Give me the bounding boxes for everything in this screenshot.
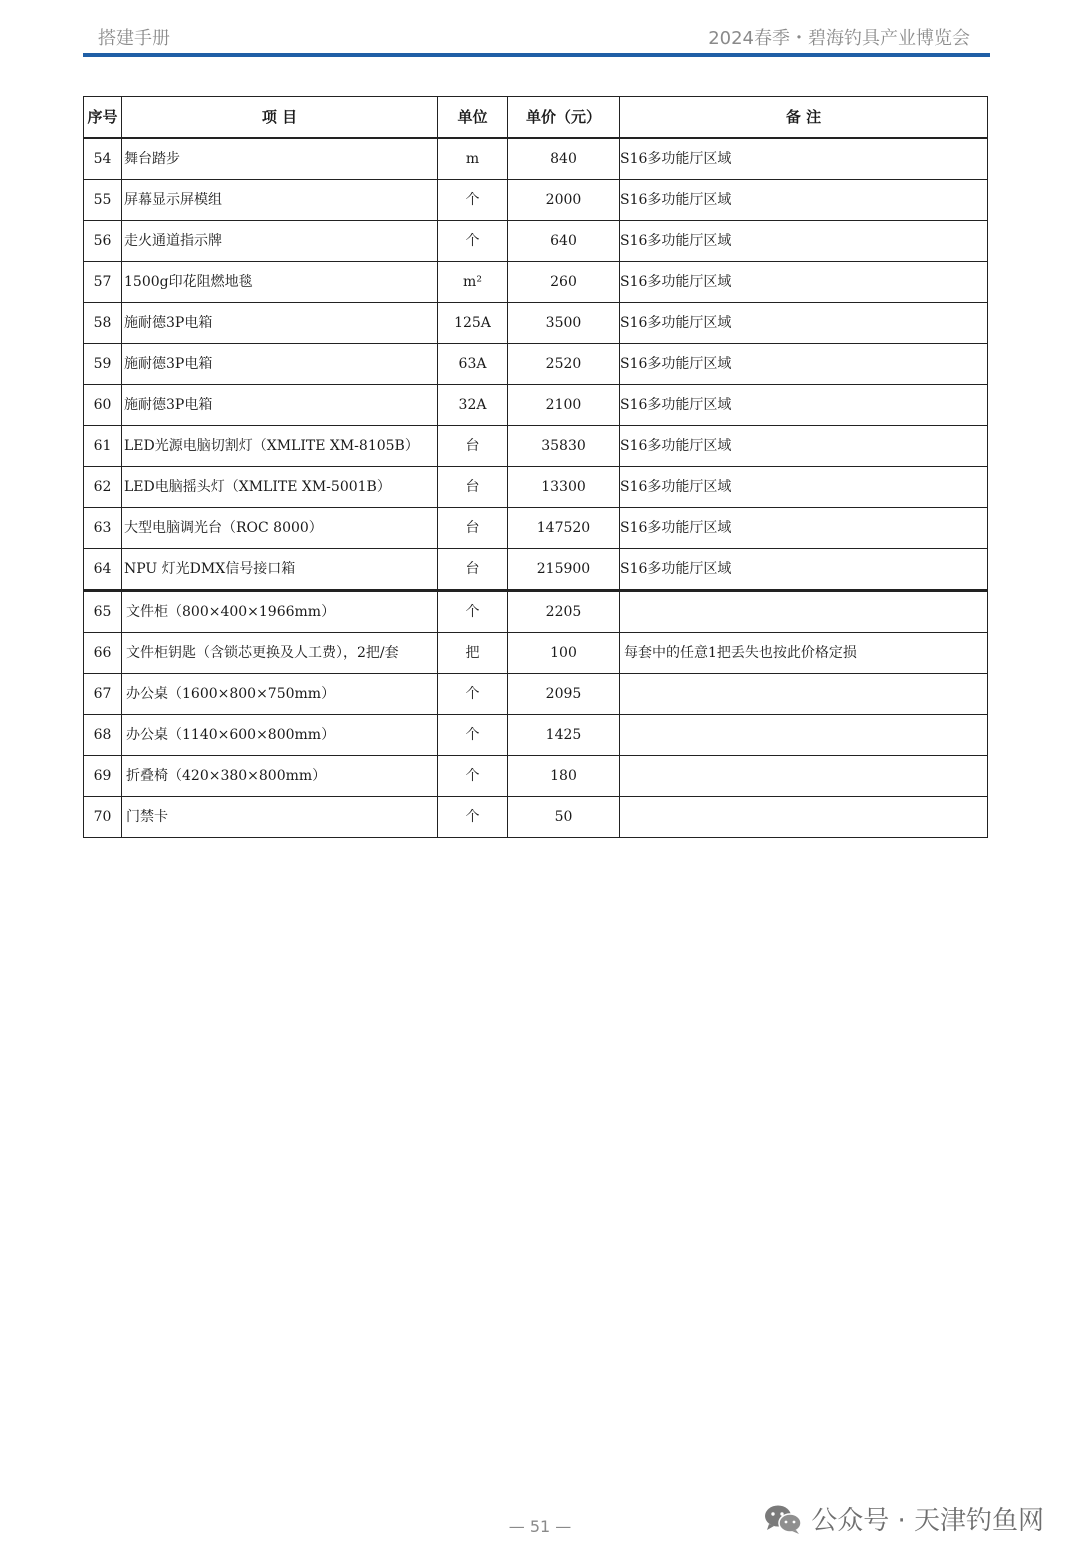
cell-unit: 个: [438, 756, 508, 797]
cell-unit: 台: [438, 467, 508, 508]
cell-price: 13300: [508, 467, 620, 508]
table-header-row: [84, 97, 988, 139]
cell-no: 56: [84, 221, 122, 262]
watermark-text: 公众号 · 天津钓鱼网: [811, 1506, 1044, 1536]
cell-note: S16多功能厅区域: [620, 549, 988, 591]
table-row: [84, 426, 988, 467]
cell-item: 大型电脑调光台（ROC 8000）: [122, 508, 438, 549]
page-number: — 51 —: [508, 1517, 572, 1536]
cell-unit: 把: [438, 633, 508, 674]
cell-note: [620, 674, 988, 715]
cell-no: 59: [84, 344, 122, 385]
cell-price: 100: [508, 633, 620, 674]
cell-item: 施耐德3P电箱: [122, 344, 438, 385]
table-row: [84, 674, 988, 715]
table-row: [84, 508, 988, 549]
cell-note: [620, 756, 988, 797]
cell-note: 每套中的任意1把丢失也按此价格定损: [620, 633, 988, 674]
cell-unit: 个: [438, 715, 508, 756]
cell-item: LED光源电脑切割灯（XMLITE XM-8105B）: [122, 426, 438, 467]
watermark: [763, 1500, 1044, 1537]
cell-no: 54: [84, 138, 122, 180]
cell-unit: 32A: [438, 385, 508, 426]
cell-note: S16多功能厅区域: [620, 508, 988, 549]
table-row: [84, 180, 988, 221]
table-row: [84, 344, 988, 385]
table-row: [84, 715, 988, 756]
header-left-title: 搭建手册: [98, 28, 170, 49]
cell-item: LED电脑摇头灯（XMLITE XM-5001B）: [122, 467, 438, 508]
cell-price: 3500: [508, 303, 620, 344]
cell-no: 60: [84, 385, 122, 426]
cell-price: 2000: [508, 180, 620, 221]
cell-unit: 个: [438, 797, 508, 838]
cell-no: 68: [84, 715, 122, 756]
table-row: [84, 756, 988, 797]
cell-price: 215900: [508, 549, 620, 591]
cell-unit: 个: [438, 591, 508, 633]
cell-item: 1500g印花阻燃地毯: [122, 262, 438, 303]
cell-price: 640: [508, 221, 620, 262]
cell-price: 147520: [508, 508, 620, 549]
header-note: 备 注: [620, 97, 988, 139]
table-row: [84, 303, 988, 344]
cell-note: S16多功能厅区域: [620, 138, 988, 180]
header-price: 单价（元）: [508, 97, 620, 139]
header-divider: [83, 53, 990, 57]
cell-note: S16多功能厅区域: [620, 221, 988, 262]
cell-unit: 台: [438, 549, 508, 591]
cell-price: 2520: [508, 344, 620, 385]
cell-note: [620, 591, 988, 633]
cell-no: 61: [84, 426, 122, 467]
cell-unit: 台: [438, 426, 508, 467]
cell-item: 施耐德3P电箱: [122, 385, 438, 426]
cell-price: 840: [508, 138, 620, 180]
cell-price: 2095: [508, 674, 620, 715]
cell-no: 64: [84, 549, 122, 591]
table-row: [84, 385, 988, 426]
cell-note: [620, 797, 988, 838]
cell-no: 55: [84, 180, 122, 221]
table-row: [84, 591, 988, 633]
cell-no: 66: [84, 633, 122, 674]
table-row: [84, 633, 988, 674]
cell-unit: 个: [438, 180, 508, 221]
cell-item: 屏幕显示屏模组: [122, 180, 438, 221]
cell-item: 舞台踏步: [122, 138, 438, 180]
cell-price: 50: [508, 797, 620, 838]
cell-item: 办公桌（1140×600×800mm）: [122, 715, 438, 756]
cell-price: 2205: [508, 591, 620, 633]
cell-note: S16多功能厅区域: [620, 426, 988, 467]
cell-unit: m: [438, 138, 508, 180]
cell-item: 文件柜钥匙（含锁芯更换及人工费），2把/套: [122, 633, 438, 674]
cell-no: 57: [84, 262, 122, 303]
cell-no: 67: [84, 674, 122, 715]
cell-no: 63: [84, 508, 122, 549]
header-item: 项 目: [122, 97, 438, 139]
cell-note: S16多功能厅区域: [620, 262, 988, 303]
cell-price: 1425: [508, 715, 620, 756]
cell-note: [620, 715, 988, 756]
cell-no: 65: [84, 591, 122, 633]
cell-item: 门禁卡: [122, 797, 438, 838]
cell-no: 62: [84, 467, 122, 508]
price-table: [83, 96, 988, 838]
table-row: [84, 221, 988, 262]
table-row: [84, 138, 988, 180]
header-right-title: 2024春季・碧海钓具产业博览会: [708, 28, 970, 49]
header-no: 序号: [84, 97, 122, 139]
cell-unit: 63A: [438, 344, 508, 385]
cell-unit: 个: [438, 221, 508, 262]
cell-price: 260: [508, 262, 620, 303]
cell-no: 70: [84, 797, 122, 838]
cell-note: S16多功能厅区域: [620, 303, 988, 344]
cell-no: 58: [84, 303, 122, 344]
cell-item: NPU 灯光DMX信号接口箱: [122, 549, 438, 591]
cell-unit: 台: [438, 508, 508, 549]
cell-note: S16多功能厅区域: [620, 180, 988, 221]
cell-unit: 个: [438, 674, 508, 715]
cell-price: 2100: [508, 385, 620, 426]
wechat-icon: [763, 1503, 803, 1535]
cell-price: 180: [508, 756, 620, 797]
cell-item: 走火通道指示牌: [122, 221, 438, 262]
cell-item: 文件柜（800×400×1966mm）: [122, 591, 438, 633]
cell-item: 折叠椅（420×380×800mm）: [122, 756, 438, 797]
cell-item: 办公桌（1600×800×750mm）: [122, 674, 438, 715]
table-row: [84, 467, 988, 508]
cell-note: S16多功能厅区域: [620, 344, 988, 385]
cell-price: 35830: [508, 426, 620, 467]
cell-item: 施耐德3P电箱: [122, 303, 438, 344]
cell-note: S16多功能厅区域: [620, 385, 988, 426]
cell-note: S16多功能厅区域: [620, 467, 988, 508]
table-body: [84, 138, 988, 838]
cell-no: 69: [84, 756, 122, 797]
table-row: [84, 549, 988, 591]
header-unit: 单位: [438, 97, 508, 139]
table-row: [84, 262, 988, 303]
cell-unit: 125A: [438, 303, 508, 344]
cell-unit: m²: [438, 262, 508, 303]
table-row: [84, 797, 988, 838]
